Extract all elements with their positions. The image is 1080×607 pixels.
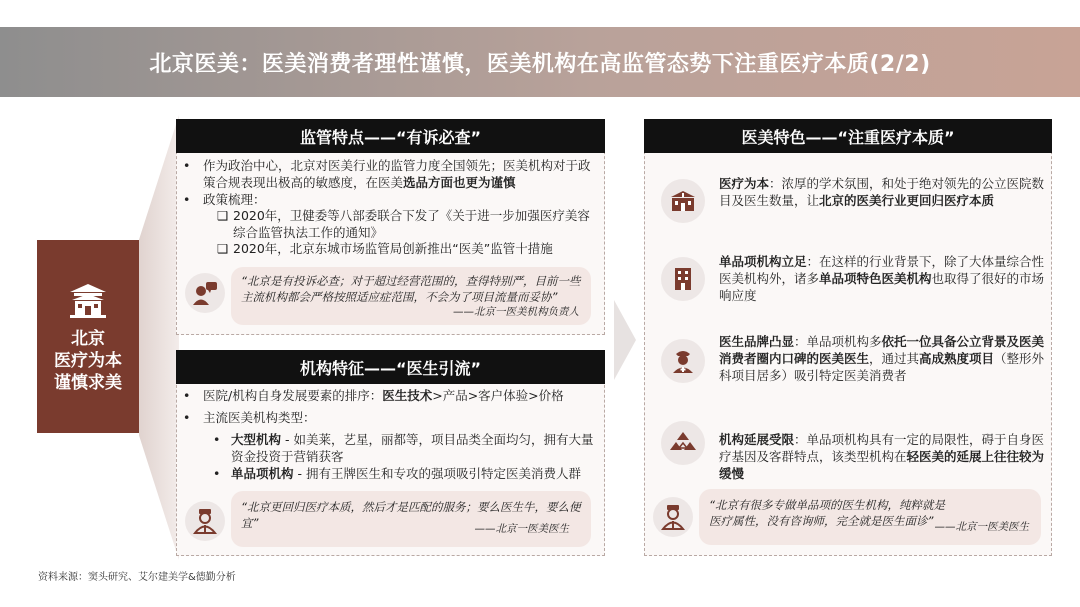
bullet-bold: 医生技术 [382,388,433,403]
feature-item-2 [719,253,1045,304]
feature-bold: 单品项特色医美机构 [819,271,932,286]
bullet-text: 作为政治中心，北京对医美行业的监管力度全国领先；医美机构对于政策合规表现出极高的敏感度，在医美 [203,158,591,190]
bullet-text: 政策梳理： [203,192,266,207]
feature-item-4 [719,431,1045,482]
funnel-connector [139,115,179,560]
arrow-right-icon [614,300,636,380]
bullet-bold: 选品方面也更为谨慎 [403,175,516,190]
bullet-item: • 作为政治中心，北京对医美行业的监管力度全国领先；医美机构对于政策合规表现出极高的敏感度，在医美选品方面也更为谨慎 [183,158,591,190]
palace-icon [66,280,110,320]
feature-text: ：单品项机构具有一定的局限性，碍于自身医疗基因及客群特点，该类型机构在 [719,432,1045,464]
feature-bold: 机构延展受限 [719,432,795,447]
source-footnote: 资料来源：窦头研究、艾尔建美学&德勤分析 [38,572,236,583]
quote-box [231,491,591,547]
feature-text: ：浓厚的学术氛围，和处于绝对领先的公立医院数目及医生数量，让 [719,176,1045,208]
bullet-item: • 医院/机构自身发展要素的排序：医生技术>产品>客户体验>价格 [183,388,564,403]
regulation-panel-header: 监管特点——“有诉必查” [176,119,605,153]
building-icon [661,257,705,301]
quote-text: “北京更回归医疗本质，然后才是匹配的服务；要么医生牛，要么便宜” [241,500,581,530]
quote-source: ——北京一医美医生 [934,521,1029,533]
hospital-icon [661,179,705,223]
bullet-item: • 政策梳理： [183,191,598,208]
feature-bold: 医疗为本 [719,176,770,191]
bullet-text: 医院/机构自身发展要素的排序： [203,388,383,403]
feature-bold: 医生品牌凸显 [719,334,795,349]
sub-bullet-item: • 单品项机构 - 拥有王牌医生和专攻的强项吸引特定医美消费人群 [213,466,581,481]
quote-text: “北京有很多专做单品项的医生机构，纯粹就是医疗属性，没有咨询师，完全就是医生面诊” [709,498,945,528]
feature-bold: 单品项机构立足 [719,254,807,269]
sub-bullet-item: • 大型机构 - 如美莱，艺星，丽都等，项目品类全面均匀，拥有大量资金投资于营销获客 [213,432,594,464]
feature-bold: 北京的医美行业更回归医疗本质 [819,193,995,208]
quote-box [231,267,591,325]
sub-bullet-item: ❑ 2020年，北京东城市场监管局创新推出“医美”监管十措施 [217,240,597,257]
title-banner [0,27,1080,97]
sub-bullet-text: - 拥有王牌医生和专攻的强项吸引特定医美消费人群 [293,466,581,481]
sub-bullet-item: ❑ 2020年，卫健委等八部委联合下发了《关于进一步加强医疗美容综合监管执法工作的通知》 [217,207,597,241]
quote-box [699,489,1041,545]
feature-text: ：在这样的行业背景下，除了大体量综合性医美机构外，诸多 [719,254,1045,286]
feature-bold: 轻医美的延展上往往较为缓慢 [719,449,1045,481]
feature-text: 也取得了很好的市场响应度 [719,271,1045,303]
quote-source: ——北京一医美机构负责人 [453,306,579,318]
triangles-icon [661,421,705,465]
sub-bullet-text: 2020年，卫健委等八部委联合下发了《关于进一步加强医疗美容综合监管执法工作的通知》 [233,208,590,240]
quote-text: “北京是有投诉必查；对于超过经营范围的，查得特别严，目前一些主流机构都会严格按照适应症范围，不会为了项目流量而妥协” [241,274,581,304]
doctor-icon [185,501,225,541]
feature-text: ，通过其 [869,351,920,366]
bullet-text: >产品>客户体验>价格 [432,388,564,403]
sub-bullet-text: 2020年，北京东城市场监管局创新推出“医美”监管十措施 [233,241,553,256]
medical-feature-panel [644,136,1052,556]
page-title: 北京医美：医美消费者理性谨慎，医美机构在高监管态势下注重医疗本质(2/2) [149,51,931,77]
institution-panel [176,370,605,556]
bullet-text: 主流医美机构类型： [203,410,316,425]
doctor-icon [653,497,693,537]
feature-bold: 高成熟度项目 [919,351,995,366]
feature-item-3 [719,333,1045,384]
regulation-panel [176,136,605,335]
sub-bullet-bold: 单品项机构 [231,466,294,481]
institution-panel-header: 机构特征——“医生引流” [176,350,605,384]
summary-line-2: 医疗为本 [54,351,122,371]
speech-person-icon [185,273,225,313]
bullet-item: • 主流医美机构类型： [183,409,598,426]
medical-feature-panel-header: 医美特色——“注重医疗本质” [644,119,1052,153]
summary-line-3: 谨慎求美 [54,373,122,393]
feature-text: ：单品项机构多 [794,334,882,349]
nurse-icon [661,339,705,383]
feature-bold: 依托一位具备公立背景及医美消费者圈内口碑的医美医生 [719,334,1045,366]
feature-text: （整形外科项目居多）吸引特定医美消费者 [719,351,1045,383]
summary-text [54,328,122,394]
sub-bullet-text: - 如美莱，艺星，丽都等，项目品类全面均匀，拥有大量资金投资于营销获客 [231,432,594,464]
sub-bullet-bold: 大型机构 [231,432,282,447]
feature-item-1 [719,175,1045,209]
quote-source: ——北京一医美医生 [474,523,569,535]
beijing-summary-box [37,240,139,433]
summary-line-1: 北京 [71,329,105,349]
